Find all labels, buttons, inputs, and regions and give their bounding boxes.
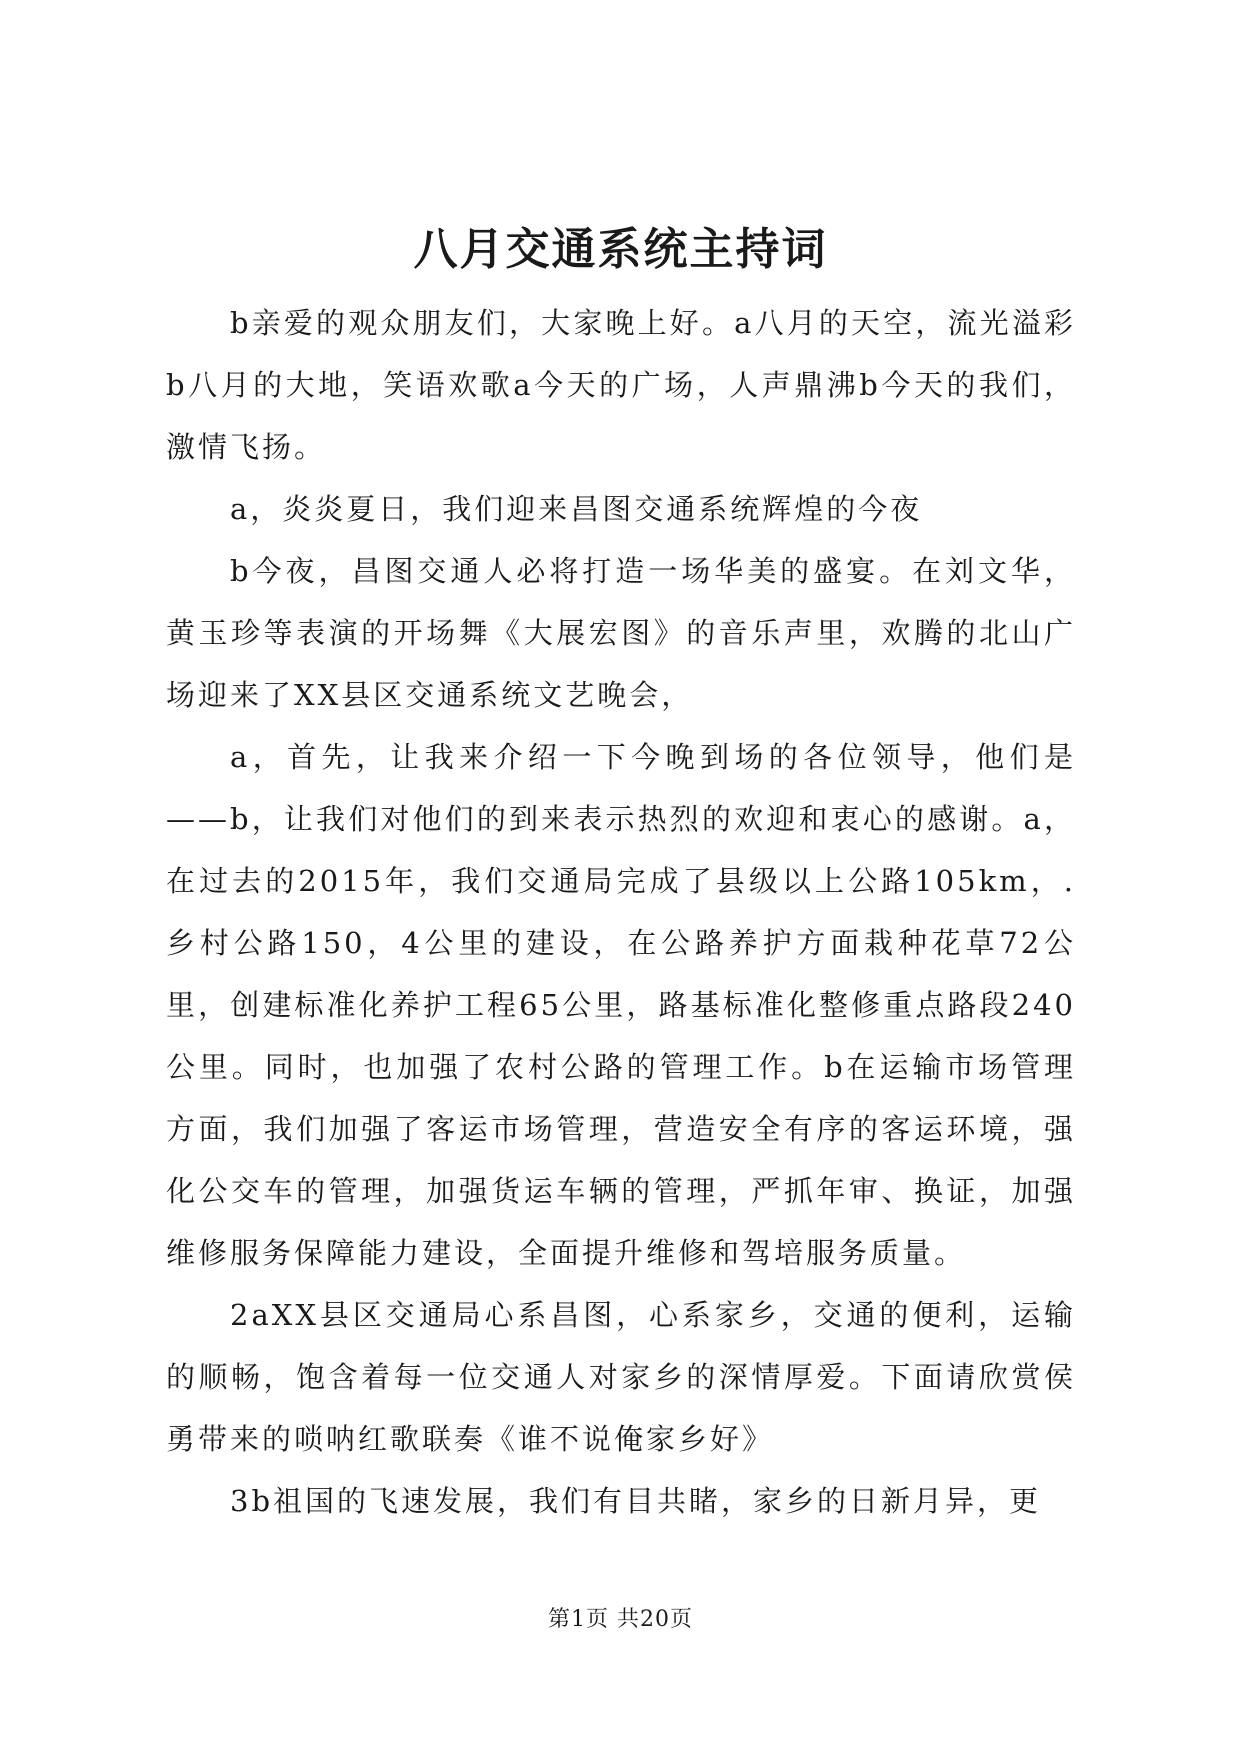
paragraph-4: a，首先，让我来介绍一下今晚到场的各位领导，他们是——b，让我们对他们的到来表示热烈的欢迎和衷心的感谢。a，在过去的2015年，我们交通局完成了县级以上公路105km，.乡村公路150，4公里的建设，在公路养护方面栽种花草72公里，创建标准化养护工程65公里，路基标准化整修重点路段240公里。同时，也加强了农村公路的管理工作。b在运输市场管理方面，我们加强了客运市场管理，营造安全有序的客运环境，强化公交车的管理，加强货运车辆的管理，严抓年审、换证，加强维修服务保障能力建设，全面提升维修和驾培服务质量。 [166, 740, 1076, 1270]
page-footer: 第1页 共20页 [548, 1607, 693, 1632]
paragraph-1: b亲爱的观众朋友们，大家晚上好。a八月的天空，流光溢彩b八月的大地，笑语欢歌a今天的广场，人声鼎沸b今天的我们，激情飞扬。 [166, 306, 1076, 464]
paragraph-3: b今夜，昌图交通人必将打造一场华美的盛宴。在刘文华，黄玉珍等表演的开场舞《大展宏图》的音乐声里，欢腾的北山广场迎来了XX县区交通系统文艺晚会， [166, 554, 1076, 712]
document-title: 八月交通系统主持词 [413, 224, 828, 275]
paragraph-5: 2aXX县区交通局心系昌图，心系家乡，交通的便利，运输的顺畅，饱含着每一位交通人对家乡的深情厚爱。下面请欣赏侯勇带来的唢呐红歌联奏《谁不说俺家乡好》 [166, 1298, 1076, 1456]
paragraph-2: a，炎炎夏日，我们迎来昌图交通系统辉煌的今夜 [230, 492, 923, 526]
document-body [166, 292, 1076, 1532]
paragraph-6: 3b祖国的飞速发展，我们有目共睹，家乡的日新月异，更 [230, 1484, 1042, 1518]
